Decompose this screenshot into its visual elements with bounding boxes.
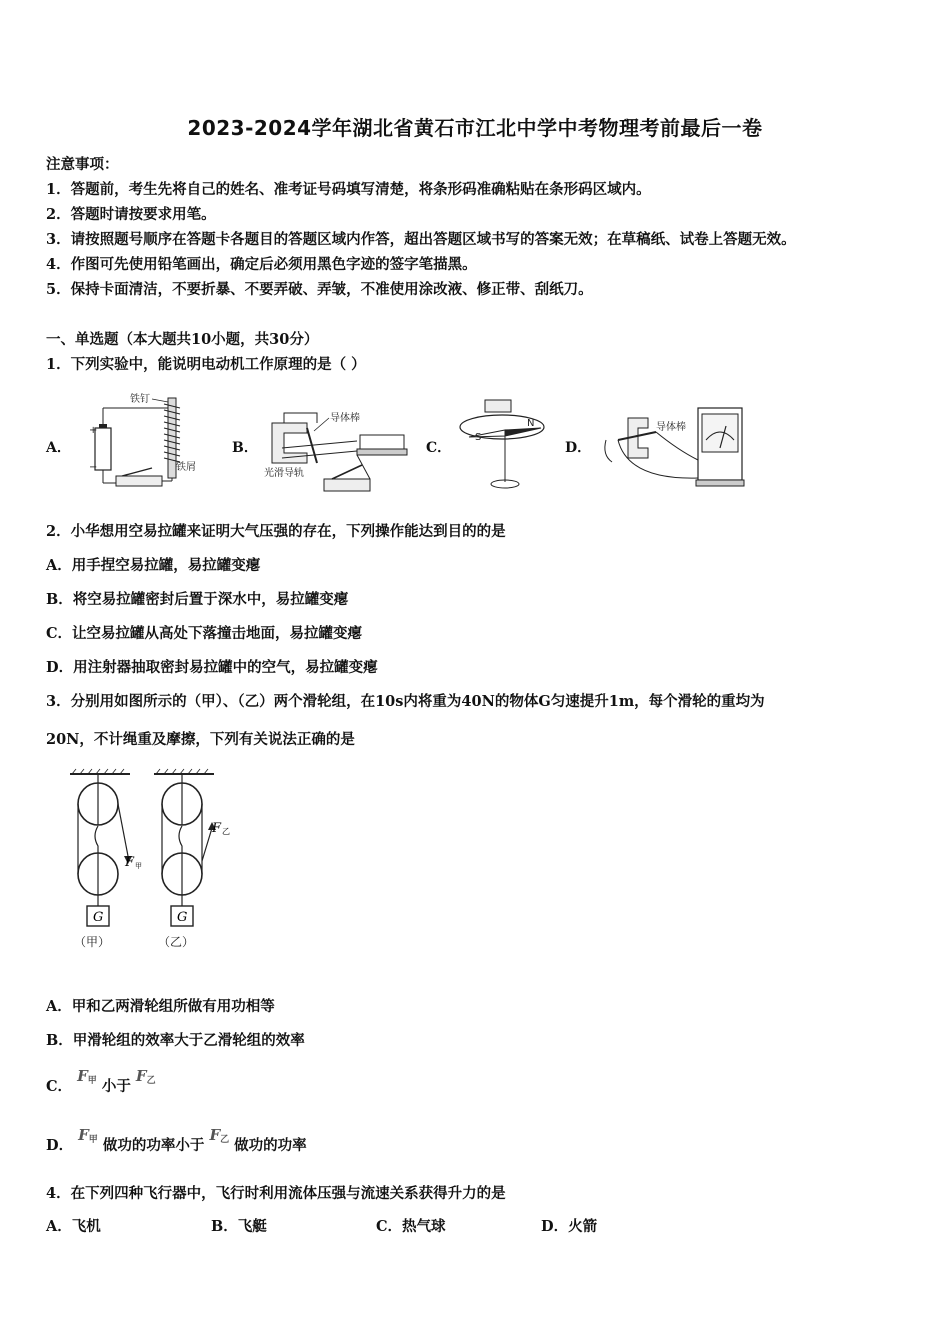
battery-icon [95,428,111,470]
notice-item: 3．请按照题号顺序在答题卡各题目的答题区域内作答，超出答题区域书写的答案无效；在草稿纸、试卷上答题无效。 [46,231,796,248]
force-yi-label: F [212,821,222,836]
q1-figure-b-rails [262,403,412,498]
minus-label: − [89,462,98,473]
q3-option-d-prefix: D． [46,1137,74,1154]
f-yi-symbol: F乙 [135,1067,156,1086]
n-label: N [527,418,535,429]
rod-label: 导体棒 [656,422,686,433]
plus-label: + [89,425,98,436]
force-jia-sub: 甲 [135,862,142,870]
q2-option-c: C．让空易拉罐从高处下落撞击地面，易拉罐变瘪 [46,625,363,642]
notice-item: 4．作图可先使用铅笔画出，确定后必须用黑色字迹的签字笔描黑。 [46,256,477,273]
question-3-stem-line2: 20N，不计绳重及摩擦，下列有关说法正确的是 [46,731,355,748]
q4-option-b: B．飞艇 [211,1218,267,1235]
jia-label: （甲） [74,935,111,949]
q3-option-c [46,1067,156,1096]
page-title: 2023-2024学年湖北省黄石市江北中学中考物理考前最后一卷 [187,116,763,140]
q4-option-a: A．飞机 [46,1218,101,1235]
f-jia-symbol: F甲 [78,1126,98,1145]
f-yi-symbol: F乙 [209,1126,230,1145]
load-label: G [93,910,104,925]
battery-icon [485,400,511,412]
section-heading: 一、单选题（本大题共10小题，共30分） [46,331,319,348]
s-label: S [475,432,482,443]
q1-figure-d-galvanometer [598,400,758,495]
notice-item: 2．答题时请按要求用笔。 [46,206,216,223]
question-3-stem-line1: 3．分别用如图所示的（甲）、（乙）两个滑轮组，在10s内将重为40N的物体G匀速提升1m，每个滑轮的重均为 [46,693,765,710]
q3-option-d [46,1126,307,1155]
notice-heading: 注意事项： [46,156,119,173]
question-1-stem: 1．下列实验中，能说明电动机工作原理的是（ ） [46,356,366,373]
question-4-stem: 4．在下列四种飞行器中，飞行时利用流体压强与流速关系获得升力的是 [46,1185,506,1202]
switch-base-icon [116,476,162,486]
q2-option-b: B．将空易拉罐密封后置于深水中，易拉罐变瘪 [46,591,349,608]
nail-label: 铁钉 [130,394,150,405]
filings-label: 铁屑 [176,462,196,473]
q2-option-a: A．用手捏空易拉罐，易拉罐变瘪 [46,557,261,574]
q1-option-a-label: A． [46,440,71,456]
rod-label: 导体棒 [330,413,360,424]
q1-option-c-label: C． [426,440,452,456]
q1-option-d-label: D． [565,440,592,456]
yi-label: （乙） [158,935,195,949]
q1-option-b-label: B． [232,440,258,456]
q3-option-c-text: 小于 [101,1078,131,1095]
q3-option-d-text1: 做功的功率小于 [102,1137,205,1154]
q4-option-c: C．热气球 [376,1218,446,1235]
force-jia-label: F [125,855,135,870]
notice-item: 1．答题前，考生先将自己的姓名、准考证号码填写清楚，将条形码准确粘贴在条形码区域内。 [46,181,651,198]
question-2-stem: 2．小华想用空易拉罐来证明大气压强的存在，下列操作能达到目的的是 [46,523,506,540]
f-jia-symbol: F甲 [77,1067,97,1086]
q4-option-d: D．火箭 [541,1218,598,1235]
q3-pulley-figure [62,766,262,956]
load-label: G [177,910,188,925]
q1-figure-a-electromagnet [80,388,200,498]
battery-icon [360,435,404,449]
q2-option-d: D．用注射器抽取密封易拉罐中的空气，易拉罐变瘪 [46,659,378,676]
rail-label: 光滑导轨 [264,468,304,479]
q3-option-b: B．甲滑轮组的效率大于乙滑轮组的效率 [46,1032,305,1049]
nail-icon [168,398,176,478]
q3-option-d-text2: 做功的功率 [234,1137,307,1154]
switch-icon [324,479,370,491]
notice-item: 5．保持卡面清洁，不要折暴、不要弄破、弄皱，不准使用涂改液、修正带、刮纸刀。 [46,281,593,298]
q3-option-a: A．甲和乙两滑轮组所做有用功相等 [46,998,275,1015]
q1-figure-c-compass [455,392,550,497]
q3-option-c-prefix: C． [46,1078,73,1095]
force-yi-sub: 乙 [222,827,230,836]
